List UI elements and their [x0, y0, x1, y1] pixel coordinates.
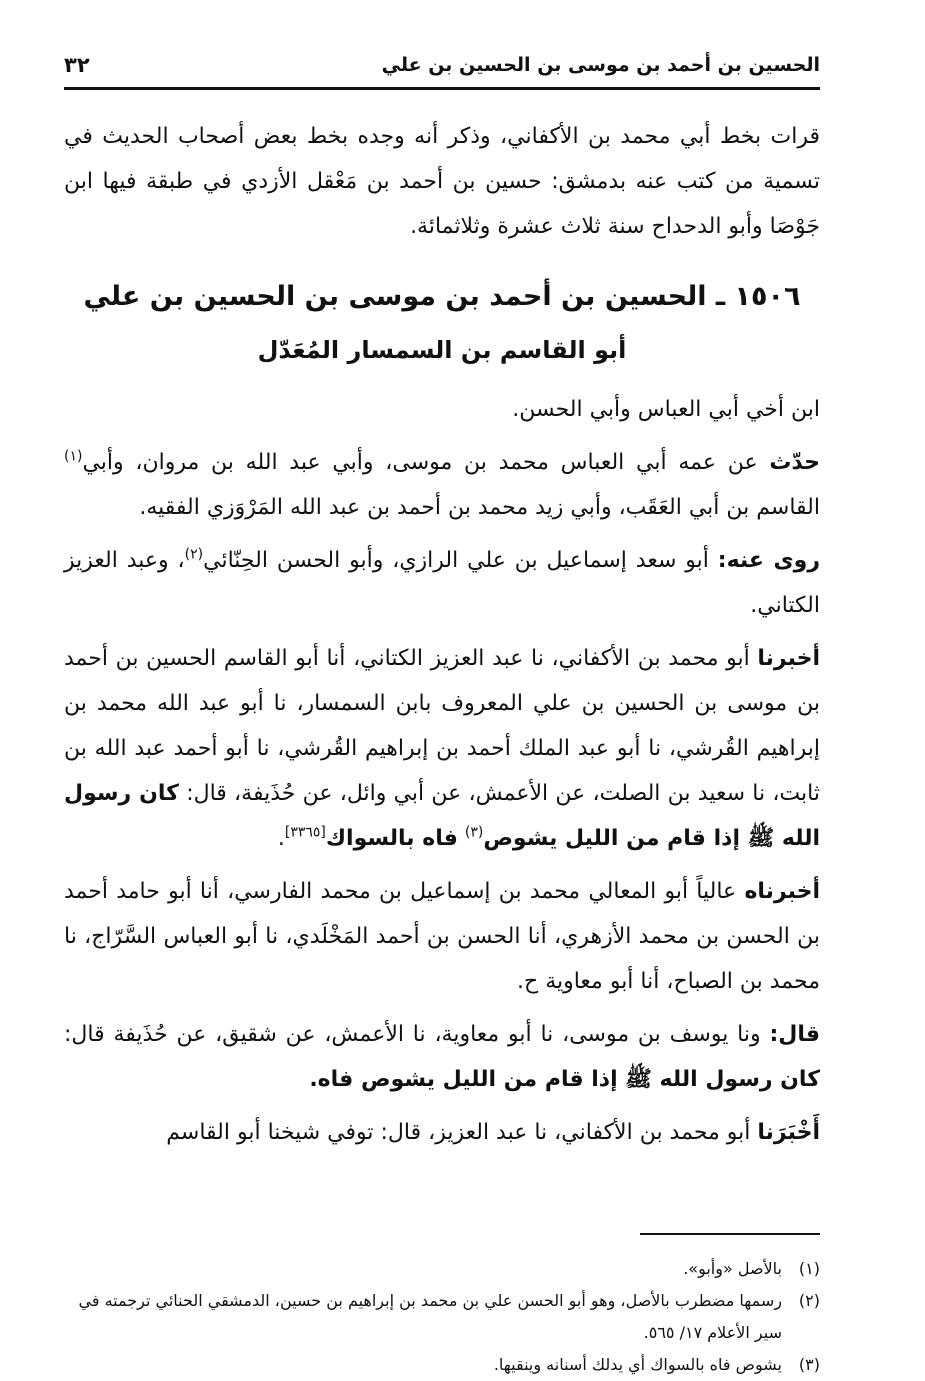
footnote-item [64, 1253, 820, 1285]
footnote-number: (٣) [798, 1355, 820, 1374]
footnote-separator-wrap [64, 1195, 820, 1235]
footnote-item [64, 1349, 820, 1381]
hadith-reference: [٣٣٦٥] [284, 824, 326, 841]
akhbarana-3-lead: أَخْبَرَنا [757, 1120, 820, 1145]
rawa-text-2: ، وعبد العزيز الكتاني. [64, 548, 820, 618]
qala-hadith-bold: كان رسول الله ﷺ إذا قام من الليل يشوص فاه. [309, 1067, 820, 1092]
footnote-text: بالأصل «وأبو». [683, 1259, 782, 1278]
intro-text: قرات بخط أبي محمد بن الأكفاني، وذكر أنه وجده بخط بعض أصحاب الحديث في تسمية من كتب عنه بدمشق: حسين بن أحمد بن مَعْقل الأزدي في طبقة فيها ابن جَوْصَا وأبو الدحداح سنة ثلاث عشرة وثلاثمائة. [64, 124, 820, 239]
hadath-lead: حدّث [769, 450, 820, 475]
qala-lead: قال: [769, 1022, 820, 1047]
header-title: الحسين بن أحمد بن موسى بن الحسين بن علي [381, 53, 820, 76]
lineage-line: ابن أخي أبي العباس وأبي الحسن. [512, 397, 820, 422]
footnote-text: يشوص فاه بالسواك أي يدلك أسنانه وينقيها. [493, 1355, 782, 1374]
rawa-paragraph [64, 538, 820, 628]
footnote-marker-2: (٢) [184, 546, 204, 563]
rawa-lead: روى عنه: [717, 548, 820, 573]
footnote-marker-1: (١) [64, 448, 83, 465]
akhbarana-1-end: . [277, 826, 285, 851]
qala-text: ونا يوسف بن موسى، نا أبو معاوية، نا الأعمش، عن شقيق، عن حُذَيفة قال: [64, 1022, 761, 1047]
footnote-marker-3: (٣) [464, 824, 484, 841]
page-number: ٣٢ [64, 52, 90, 77]
hadath-text-1: عن عمه أبي العباس محمد بن موسى، وأبي عبد الله بن مروان، وأبي [82, 450, 758, 475]
footnotes [64, 1253, 820, 1381]
footnote-text: رسمها مضطرب بالأصل، وهو أبو الحسن علي بن محمد بن إبراهيم بن حسين، الدمشقي الحنائي ترجمته في سير الأعلام ١٧/ ٥٦٥. [78, 1291, 782, 1342]
hadith-text-bold: كان رسول الله ﷺ إذا قام من الليل يشوص [64, 781, 820, 851]
footnote-separator [640, 1233, 820, 1235]
akhbarana-paragraph-3 [64, 1110, 820, 1155]
hadath-text-2: القاسم بن أبي العَقَب، وأبي زيد محمد بن أحمد بن عبد الله المَرْوَزي الفقيه. [139, 495, 820, 520]
entry-title: ١٥٠٦ ـ الحسين بن أحمد بن موسى بن الحسين بن علي [83, 281, 801, 312]
akhbarana-1-lead: أخبرنا [757, 646, 820, 671]
akhbarana-paragraph-2 [64, 869, 820, 1004]
akhbarana-paragraph-1 [64, 636, 820, 861]
hadith-text-bold-end: فاه بالسواك [325, 826, 458, 851]
footnote-number: (٢) [798, 1291, 820, 1310]
running-header [64, 42, 820, 90]
footnote-item [64, 1285, 820, 1349]
akhbarana-2-text: عالياً أبو المعالي محمد بن إسماعيل بن محمد الفارسي، أنا أبو حامد أحمد بن الحسن بن محمد الأزهري، أنا الحسن بن أحمد المَخْلَدي، نا أبو العباس السَّرّاج، نا محمد بن الصباح، أنا أبو معاوية ح. [64, 879, 820, 994]
intro-paragraph [64, 114, 820, 249]
footnote-number: (١) [798, 1259, 820, 1278]
akhbarana-3-text: أبو محمد بن الأكفاني، نا عبد العزيز، قال: توفي شيخنا أبو القاسم [166, 1120, 751, 1145]
entry-subtitle: أبو القاسم بن السمسار المُعَدّل [257, 336, 627, 364]
qala-paragraph [64, 1012, 820, 1102]
book-page [64, 42, 821, 1374]
akhbarana-1-text: أبو محمد بن الأكفاني، نا عبد العزيز الكتاني، أنا أبو القاسم الحسين بن أحمد بن موسى بن الحسين بن علي المعروف بابن السمسار، نا أبو عبد الله محمد بن إبراهيم القُرشي، نا أبو عبد الملك أحمد بن إبراهيم القُرشي، نا أبو أحمد عبد الله بن ثابت، نا سعيد بن الصلت، عن الأعمش، عن أبي وائل، عن حُذَيفة، قال: [64, 646, 820, 806]
rawa-text-1: أبو سعد إسماعيل بن علي الرازي، وأبو الحسن الحِنّائي [203, 548, 709, 573]
hadath-paragraph [64, 440, 820, 530]
akhbarana-2-lead: أخبرناه [744, 879, 821, 904]
